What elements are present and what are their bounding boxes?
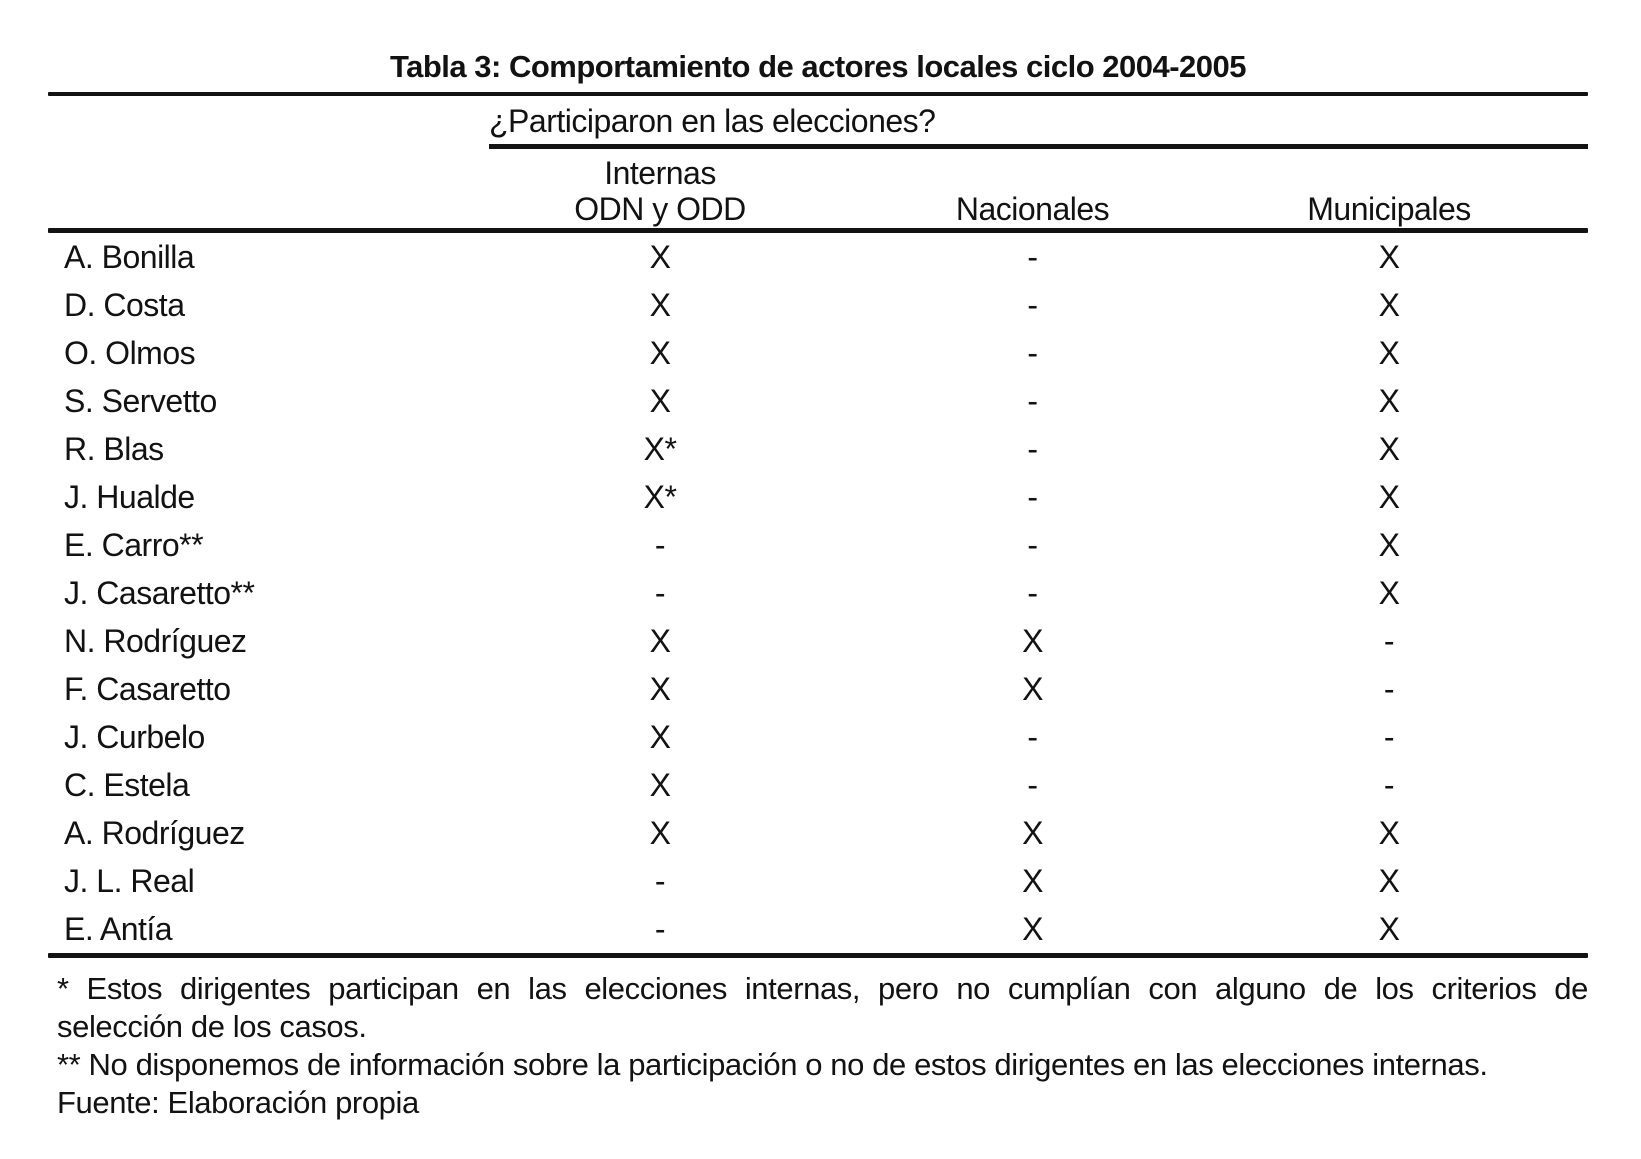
cell-internas: X: [649, 286, 671, 323]
cell-internas: X: [649, 814, 671, 851]
row-name: E. Antía: [64, 910, 173, 947]
footnote-asterisk-line2: selección de los casos.: [57, 1009, 367, 1044]
cell-internas: X: [649, 766, 671, 803]
cell-nacionales: -: [1027, 286, 1038, 323]
row-name: A. Bonilla: [64, 238, 195, 275]
table-bottom-rule: [48, 953, 1588, 958]
cell-internas: X*: [643, 478, 677, 515]
table-row: [48, 233, 1588, 281]
cell-municipales: -: [1383, 718, 1395, 755]
cell-internas: X: [649, 718, 671, 755]
footnotes-block: [57, 970, 1588, 1122]
row-name: A. Rodríguez: [64, 814, 245, 851]
row-name: N. Rodríguez: [64, 622, 247, 659]
cell-municipales: -: [1383, 766, 1395, 803]
cell-municipales: X: [1378, 334, 1400, 371]
cell-internas: -: [654, 862, 666, 899]
cell-municipales: X: [1378, 430, 1400, 467]
cell-municipales: X: [1378, 910, 1400, 947]
table-row: [48, 809, 1588, 857]
row-name: J. Casaretto**: [64, 574, 255, 611]
cell-municipales: X: [1378, 238, 1400, 275]
cell-municipales: X: [1378, 574, 1400, 611]
cell-internas: X: [649, 238, 671, 275]
cell-municipales: X: [1378, 478, 1400, 515]
table-row: [48, 761, 1588, 809]
table-row: [48, 617, 1588, 665]
cell-municipales: -: [1383, 622, 1395, 659]
table-row: [48, 713, 1588, 761]
cell-internas: X: [649, 382, 671, 419]
cell-nacionales: X: [1022, 670, 1043, 707]
cell-internas: -: [654, 526, 666, 563]
row-name: S. Servetto: [64, 382, 217, 419]
row-name: O. Olmos: [64, 334, 196, 371]
top-rule: [48, 92, 1588, 96]
cell-municipales: X: [1378, 382, 1400, 419]
column-header-municipales: Municipales: [1307, 191, 1471, 227]
cell-nacionales: -: [1027, 478, 1038, 515]
cell-nacionales: X: [1022, 910, 1043, 947]
column-header-internas: Internas: [604, 155, 716, 191]
cell-municipales: -: [1383, 670, 1395, 707]
cell-internas: X: [649, 670, 671, 707]
table-row: [48, 665, 1588, 713]
table-body: [48, 233, 1588, 953]
spanning-header-participaron: ¿Participaron en las elecciones?: [489, 104, 1588, 149]
cell-internas: -: [654, 910, 666, 947]
cell-nacionales: -: [1027, 334, 1038, 371]
row-name: C. Estela: [64, 766, 190, 803]
cell-nacionales: X: [1022, 622, 1043, 659]
cell-municipales: X: [1378, 526, 1400, 563]
column-header-row: [48, 192, 1588, 226]
table-row: [48, 473, 1588, 521]
row-name: F. Casaretto: [64, 670, 231, 707]
footnote-asterisk-line1: * Estos dirigentes participan en las elecciones internas, pero no cumplían con alguno de los criterios de: [57, 971, 1588, 1006]
cell-nacionales: -: [1027, 574, 1038, 611]
table-row: [48, 905, 1588, 953]
table-row: [48, 521, 1588, 569]
cell-internas: X: [649, 334, 671, 371]
table-row: [48, 377, 1588, 425]
column-header-nacionales: Nacionales: [955, 191, 1110, 227]
cell-internas: X: [649, 622, 671, 659]
column-header-odn-odd: ODN y ODD: [574, 191, 746, 227]
cell-nacionales: -: [1027, 238, 1038, 275]
cell-nacionales: X: [1022, 814, 1043, 851]
cell-nacionales: -: [1027, 382, 1038, 419]
cell-nacionales: -: [1027, 526, 1038, 563]
cell-municipales: X: [1378, 814, 1400, 851]
table-title: Tabla 3: Comportamiento de actores locales ciclo 2004-2005: [390, 49, 1246, 84]
footnote-double-asterisk: ** No disponemos de información sobre la participación o no de estos dirigentes en las elecciones internas.: [57, 1047, 1488, 1082]
column-header-empty: [48, 192, 445, 226]
table-row: [48, 569, 1588, 617]
cell-internas: X*: [643, 430, 677, 467]
row-name: J. Curbelo: [64, 718, 205, 755]
cell-nacionales: X: [1022, 862, 1043, 899]
cell-nacionales: -: [1027, 430, 1038, 467]
cell-nacionales: -: [1027, 718, 1038, 755]
cell-internas: -: [654, 574, 666, 611]
row-name: J. Hualde: [64, 478, 195, 515]
table-row: [48, 329, 1588, 377]
cell-nacionales: -: [1027, 766, 1038, 803]
source-note: Fuente: Elaboración propia: [57, 1085, 419, 1120]
table-row: [48, 281, 1588, 329]
row-name: D. Costa: [64, 286, 185, 323]
cell-municipales: X: [1378, 286, 1400, 323]
table-row: [48, 857, 1588, 905]
cell-municipales: X: [1378, 862, 1400, 899]
row-name: R. Blas: [64, 430, 164, 467]
row-name: J. L. Real: [64, 862, 195, 899]
row-name: E. Carro**: [64, 526, 204, 563]
table-row: [48, 425, 1588, 473]
